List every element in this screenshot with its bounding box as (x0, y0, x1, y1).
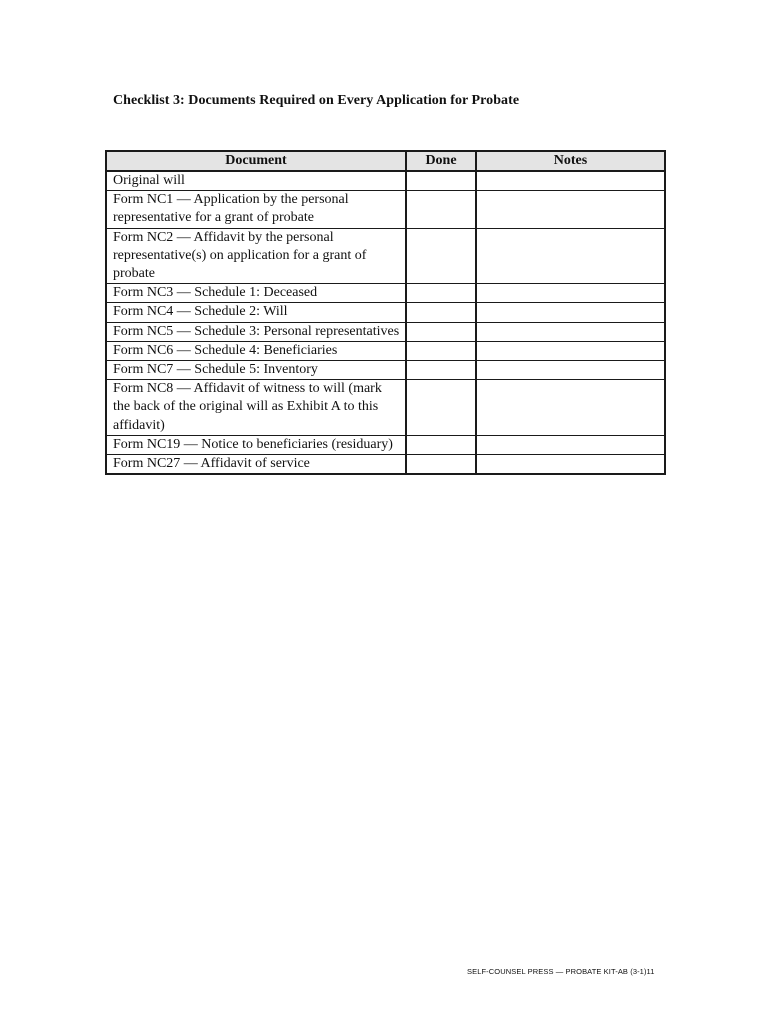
table-row (106, 361, 665, 380)
notes-cell[interactable] (476, 361, 665, 380)
done-cell[interactable] (406, 171, 476, 191)
notes-cell[interactable] (476, 380, 665, 436)
done-cell[interactable] (406, 435, 476, 454)
page-footer: SELF-COUNSEL PRESS — PROBATE KIT-AB (3-1)11 (467, 967, 655, 976)
table-row (106, 171, 665, 191)
document-cell: Form NC4 — Schedule 2: Will (106, 303, 406, 322)
table-row (106, 322, 665, 341)
table-row (106, 228, 665, 284)
done-cell[interactable] (406, 455, 476, 475)
document-cell: Form NC27 — Affidavit of service (106, 455, 406, 475)
table-row (106, 284, 665, 303)
document-cell: Form NC5 — Schedule 3: Personal representatives (106, 322, 406, 341)
checklist-table (105, 150, 666, 475)
table-row (106, 455, 665, 475)
done-cell[interactable] (406, 341, 476, 360)
document-cell: Form NC7 — Schedule 5: Inventory (106, 361, 406, 380)
done-cell[interactable] (406, 380, 476, 436)
table-row (106, 435, 665, 454)
done-cell[interactable] (406, 361, 476, 380)
document-cell: Form NC3 — Schedule 1: Deceased (106, 284, 406, 303)
table-row (106, 380, 665, 436)
table-row (106, 191, 665, 228)
notes-cell[interactable] (476, 228, 665, 284)
document-cell: Form NC6 — Schedule 4: Beneficiaries (106, 341, 406, 360)
notes-cell[interactable] (476, 171, 665, 191)
table-row (106, 341, 665, 360)
document-cell: Form NC2 — Affidavit by the personal representative(s) on application for a grant of probate (106, 228, 406, 284)
column-header-notes: Notes (476, 151, 665, 171)
notes-cell[interactable] (476, 322, 665, 341)
table-header-row (106, 151, 665, 171)
done-cell[interactable] (406, 191, 476, 228)
notes-cell[interactable] (476, 341, 665, 360)
page-title: Checklist 3: Documents Required on Every Application for Probate (113, 93, 520, 108)
document-cell: Form NC8 — Affidavit of witness to will (mark the back of the original will as Exhibit A to this affidavit) (106, 380, 406, 436)
notes-cell[interactable] (476, 435, 665, 454)
document-cell: Form NC19 — Notice to beneficiaries (residuary) (106, 435, 406, 454)
done-cell[interactable] (406, 303, 476, 322)
document-cell: Form NC1 — Application by the personal representative for a grant of probate (106, 191, 406, 228)
done-cell[interactable] (406, 322, 476, 341)
notes-cell[interactable] (476, 303, 665, 322)
table-row (106, 303, 665, 322)
column-header-done: Done (406, 151, 476, 171)
done-cell[interactable] (406, 284, 476, 303)
notes-cell[interactable] (476, 284, 665, 303)
done-cell[interactable] (406, 228, 476, 284)
document-cell: Original will (106, 171, 406, 191)
column-header-document: Document (106, 151, 406, 171)
notes-cell[interactable] (476, 191, 665, 228)
notes-cell[interactable] (476, 455, 665, 475)
